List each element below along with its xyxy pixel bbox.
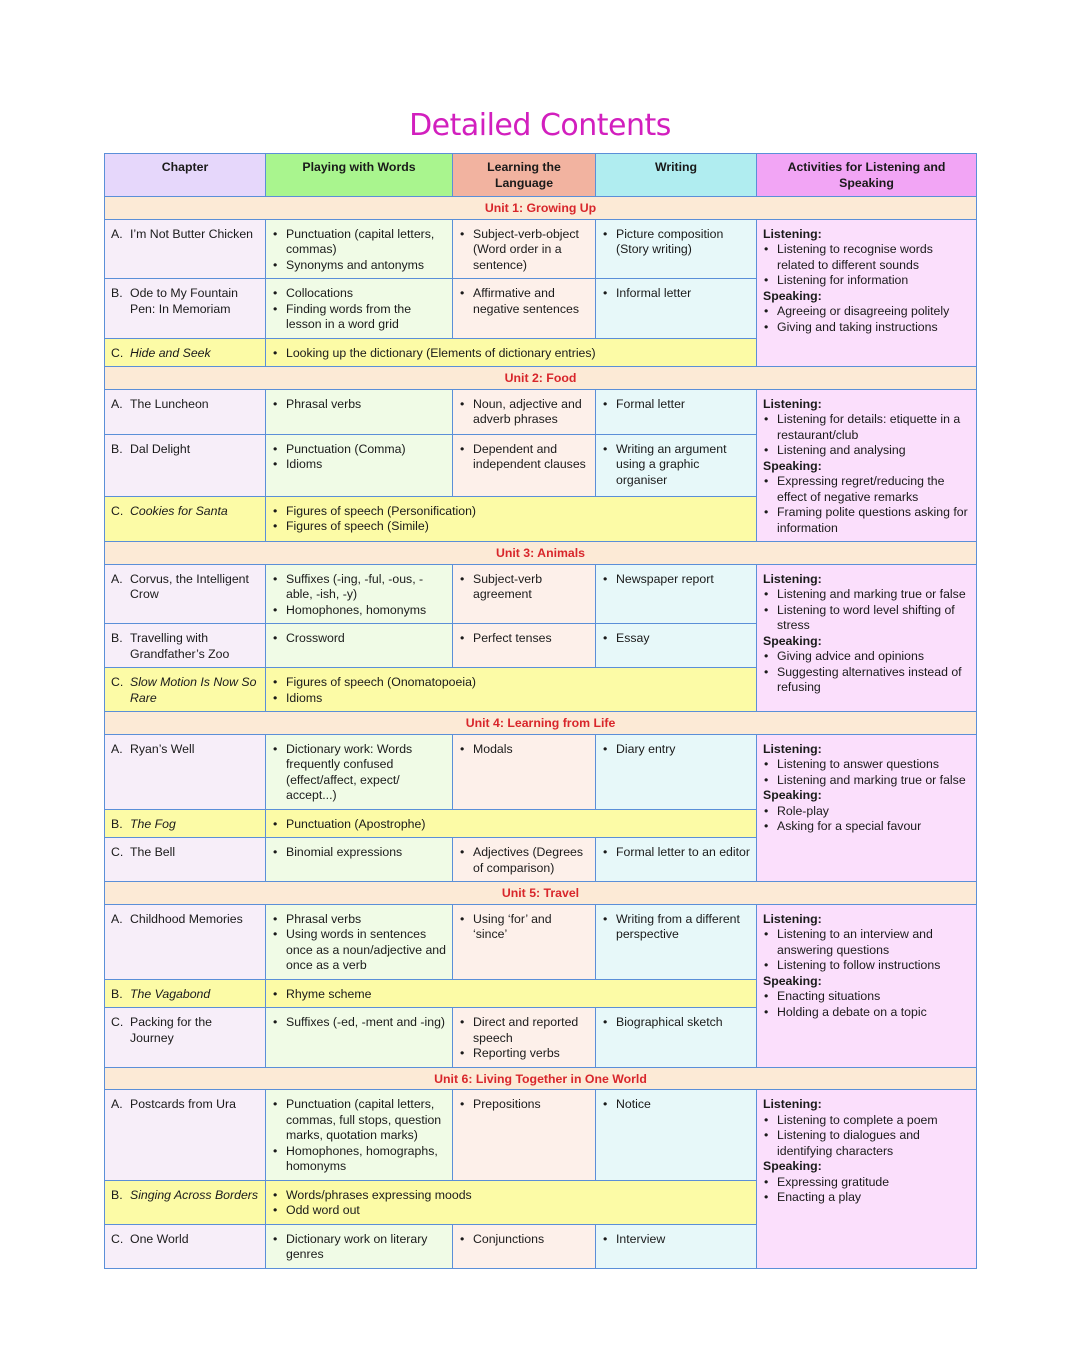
- unit-title: Unit 5: Travel: [105, 882, 977, 905]
- listening-list: [763, 587, 970, 634]
- list-item: • Expressing regret/reducing the effect of negative remarks: [763, 474, 970, 505]
- learning-the-language-cell: [453, 838, 596, 882]
- chapter-letter: C.: [111, 675, 124, 689]
- contents-table: [104, 153, 977, 1269]
- playing-with-words-list: [272, 442, 446, 473]
- speaking-label: Speaking:: [763, 458, 822, 473]
- list-item: • Essay: [602, 631, 750, 647]
- chapter-title: Ryan’s Well: [130, 741, 195, 756]
- list-item: • Listening for information: [763, 273, 970, 289]
- speaking-list: [763, 649, 970, 696]
- speaking-label: Speaking:: [763, 1159, 822, 1173]
- learning-the-language-list: [459, 572, 589, 603]
- playing-with-words-cell: [266, 564, 453, 624]
- learning-the-language-list: [459, 1015, 589, 1062]
- playing-with-words-list: [272, 987, 750, 1003]
- chapter-entry: [111, 442, 259, 458]
- list-item: • Looking up the dictionary (Elements of dictionary entries): [272, 346, 750, 362]
- writing-cell: [596, 734, 757, 809]
- chapter-cell: [105, 279, 266, 339]
- chapter-cell: [105, 496, 266, 542]
- playing-with-words-cell: [266, 434, 453, 496]
- playing-with-words-cell: [266, 1180, 757, 1224]
- list-item: • Homophones, homonyms: [272, 603, 446, 619]
- playing-with-words-cell: [266, 279, 453, 339]
- list-item: • Suffixes (-ing, -ful, -ous, -able, -ish, -y): [272, 572, 446, 603]
- chapter-title: Cookies for Santa: [130, 503, 228, 518]
- writing-list: [602, 397, 750, 413]
- writing-cell: [596, 434, 757, 496]
- chapter-entry: [111, 1188, 259, 1204]
- learning-the-language-list: [459, 1097, 589, 1113]
- unit-title: Unit 1: Growing Up: [105, 197, 977, 220]
- list-item: • Asking for a special favour: [763, 819, 970, 835]
- list-item: • Dependent and independent clauses: [459, 442, 589, 473]
- playing-with-words-cell: [266, 338, 757, 367]
- list-item: • Suggesting alternatives instead of refusing: [763, 665, 970, 696]
- listening-label: Listening:: [763, 396, 822, 411]
- list-item: • Holding a debate on a topic: [763, 1005, 970, 1021]
- chapter-entry: [111, 227, 259, 243]
- list-item: • Listening to dialogues and identifying characters: [763, 1128, 970, 1159]
- writing-cell: [596, 279, 757, 339]
- chapter-title: Postcards from Ura: [130, 1097, 236, 1111]
- chapter-entry: [111, 817, 259, 833]
- chapter-letter: B.: [111, 286, 123, 300]
- chapter-title: One World: [130, 1231, 189, 1246]
- chapter-title: Slow Motion Is Now So Rare: [130, 675, 257, 705]
- list-item: • Framing polite questions asking for information: [763, 505, 970, 536]
- chapter-entry: [111, 631, 259, 662]
- learning-the-language-cell: [453, 734, 596, 809]
- list-item: • Listening to recognise words related to different sounds: [763, 242, 970, 273]
- list-item: • Expressing gratitude: [763, 1175, 970, 1191]
- chapter-title: I’m Not Butter Chicken: [130, 226, 254, 241]
- chapter-title: The Vagabond: [130, 986, 211, 1001]
- learning-the-language-cell: [453, 624, 596, 668]
- chapter-entry: [111, 1232, 259, 1248]
- list-item: • Rhyme scheme: [272, 987, 750, 1003]
- chapter-entry: [111, 845, 259, 861]
- playing-with-words-cell: [266, 734, 453, 809]
- chapter-row: [105, 389, 977, 434]
- listening-label: Listening:: [763, 911, 822, 926]
- chapter-title: The Fog: [130, 816, 176, 831]
- writing-list: [602, 442, 750, 489]
- chapter-entry: [111, 397, 259, 413]
- chapter-entry: [111, 572, 259, 603]
- list-item: • Listening to complete a poem: [763, 1113, 970, 1129]
- writing-list: [602, 631, 750, 647]
- writing-list: [602, 912, 750, 943]
- list-item: • Enacting situations: [763, 989, 970, 1005]
- chapter-entry: [111, 286, 259, 317]
- writing-list: [602, 1015, 750, 1031]
- list-item: • Interview: [602, 1232, 750, 1248]
- writing-cell: [596, 1090, 757, 1181]
- unit-title: Unit 6: Living Together in One World: [105, 1067, 977, 1090]
- chapter-title: Ode to My Fountain Pen: In Memoriam: [130, 286, 238, 316]
- learning-the-language-cell: [453, 434, 596, 496]
- list-item: • Idioms: [272, 691, 750, 707]
- chapter-letter: C.: [111, 1231, 124, 1246]
- table-body: [105, 197, 977, 1269]
- activities-cell: [757, 389, 977, 542]
- page-title: Detailed Contents: [409, 108, 671, 143]
- learning-the-language-cell: [453, 389, 596, 434]
- chapter-cell: [105, 1090, 266, 1181]
- list-item: • Diary entry: [602, 742, 750, 758]
- learning-the-language-list: [459, 397, 589, 428]
- list-item: • Dictionary work on literary genres: [272, 1232, 446, 1263]
- playing-with-words-cell: [266, 904, 453, 979]
- learning-the-language-list: [459, 227, 589, 274]
- list-item: • Writing from a different perspective: [602, 912, 750, 943]
- chapter-cell: [105, 838, 266, 882]
- activities-cell: [757, 564, 977, 712]
- chapter-entry: [111, 675, 259, 706]
- writing-cell: [596, 838, 757, 882]
- activities-cell: [757, 219, 977, 367]
- unit-row: [105, 542, 977, 565]
- chapter-cell: [105, 624, 266, 668]
- list-item: • Listening and marking true or false: [763, 587, 970, 603]
- chapter-cell: [105, 219, 266, 279]
- playing-with-words-list: [272, 572, 446, 619]
- list-item: • Affirmative and negative sentences: [459, 286, 589, 317]
- playing-with-words-list: [272, 817, 750, 833]
- header-chapter: Chapter: [105, 154, 266, 197]
- chapter-title: Travelling with Grandfather’s Zoo: [130, 631, 230, 661]
- playing-with-words-list: [272, 1188, 750, 1219]
- list-item: • Listening for details: etiquette in a restaurant/club: [763, 412, 970, 443]
- chapter-entry: [111, 504, 259, 520]
- list-item: • Subject-verb agreement: [459, 572, 589, 603]
- writing-list: [602, 572, 750, 588]
- list-item: • Listening to answer questions: [763, 757, 970, 773]
- listening-label: Listening:: [763, 226, 822, 241]
- playing-with-words-cell: [266, 1224, 453, 1268]
- chapter-cell: [105, 904, 266, 979]
- playing-with-words-cell: [266, 219, 453, 279]
- unit-row: [105, 197, 977, 220]
- playing-with-words-list: [272, 845, 446, 861]
- list-item: • Binomial expressions: [272, 845, 446, 861]
- playing-with-words-list: [272, 631, 446, 647]
- playing-with-words-list: [272, 504, 750, 535]
- list-item: • Writing an argument using a graphic organiser: [602, 442, 750, 489]
- playing-with-words-list: [272, 397, 446, 413]
- playing-with-words-list: [272, 912, 446, 974]
- list-item: • Modals: [459, 742, 589, 758]
- header-writing: Writing: [596, 154, 757, 197]
- writing-list: [602, 1232, 750, 1248]
- writing-list: [602, 742, 750, 758]
- list-item: • Direct and reported speech: [459, 1015, 589, 1046]
- listening-label: Listening:: [763, 741, 822, 756]
- list-item: • Reporting verbs: [459, 1046, 589, 1062]
- list-item: • Listening to follow instructions: [763, 958, 970, 974]
- learning-the-language-list: [459, 442, 589, 473]
- playing-with-words-cell: [266, 496, 757, 542]
- chapter-letter: A.: [111, 571, 123, 586]
- speaking-list: [763, 804, 970, 835]
- learning-the-language-cell: [453, 1090, 596, 1181]
- list-item: • Listening and analysing: [763, 443, 970, 459]
- list-item: • Newspaper report: [602, 572, 750, 588]
- learning-the-language-list: [459, 631, 589, 647]
- list-item: • Using ‘for’ and ‘since’: [459, 912, 589, 943]
- playing-with-words-list: [272, 742, 446, 804]
- list-item: • Collocations: [272, 286, 446, 302]
- playing-with-words-cell: [266, 979, 757, 1008]
- listening-list: [763, 757, 970, 788]
- speaking-label: Speaking:: [763, 288, 822, 303]
- list-item: • Agreeing or disagreeing politely: [763, 304, 970, 320]
- list-item: • Using words in sentences once as a noun/adjective and once as a verb: [272, 927, 446, 974]
- header-learning-the-language: Learning the Language: [453, 154, 596, 197]
- writing-cell: [596, 564, 757, 624]
- listening-list: [763, 1113, 970, 1160]
- listening-list: [763, 412, 970, 459]
- list-item: • Dictionary work: Words frequently confused (effect/affect, expect/ accept...): [272, 742, 446, 804]
- playing-with-words-cell: [266, 668, 757, 712]
- writing-cell: [596, 624, 757, 668]
- chapter-row: [105, 734, 977, 809]
- list-item: • Giving and taking instructions: [763, 320, 970, 336]
- unit-row: [105, 1067, 977, 1090]
- playing-with-words-list: [272, 227, 446, 274]
- list-item: • Crossword: [272, 631, 446, 647]
- chapter-letter: A.: [111, 741, 123, 756]
- chapter-letter: C.: [111, 845, 124, 859]
- playing-with-words-list: [272, 286, 446, 333]
- learning-the-language-list: [459, 845, 589, 876]
- header-activities: Activities for Listening and Speaking: [757, 154, 977, 197]
- unit-row: [105, 882, 977, 905]
- playing-with-words-cell: [266, 838, 453, 882]
- learning-the-language-list: [459, 912, 589, 943]
- list-item: • Suffixes (-ed, -ment and -ing): [272, 1015, 446, 1031]
- list-item: • Figures of speech (Simile): [272, 519, 750, 535]
- learning-the-language-cell: [453, 279, 596, 339]
- writing-list: [602, 845, 750, 861]
- chapter-cell: [105, 434, 266, 496]
- chapter-title: Corvus, the Intelligent Crow: [130, 571, 249, 601]
- learning-the-language-cell: [453, 1008, 596, 1068]
- list-item: • Notice: [602, 1097, 750, 1113]
- speaking-label: Speaking:: [763, 788, 822, 802]
- speaking-list: [763, 304, 970, 335]
- playing-with-words-cell: [266, 389, 453, 434]
- chapter-row: [105, 219, 977, 279]
- list-item: • Picture composition (Story writing): [602, 227, 750, 258]
- chapter-letter: C.: [111, 503, 124, 518]
- list-item: • Finding words from the lesson in a word grid: [272, 302, 446, 333]
- list-item: • Role-play: [763, 804, 970, 820]
- list-item: • Words/phrases expressing moods: [272, 1188, 750, 1204]
- learning-the-language-list: [459, 1232, 589, 1248]
- chapter-cell: [105, 734, 266, 809]
- chapter-title: Dal Delight: [130, 441, 191, 456]
- activities-cell: [757, 1090, 977, 1269]
- list-item: • Prepositions: [459, 1097, 589, 1113]
- chapter-letter: B.: [111, 1187, 123, 1202]
- learning-the-language-list: [459, 286, 589, 317]
- playing-with-words-cell: [266, 624, 453, 668]
- listening-list: [763, 927, 970, 974]
- chapter-title: Hide and Seek: [130, 345, 211, 360]
- learning-the-language-list: [459, 742, 589, 758]
- chapter-entry: [111, 1097, 259, 1113]
- list-item: • Giving advice and opinions: [763, 649, 970, 665]
- unit-title: Unit 3: Animals: [105, 542, 977, 565]
- chapter-cell: [105, 668, 266, 712]
- speaking-list: [763, 1175, 970, 1206]
- chapter-letter: B.: [111, 631, 123, 645]
- learning-the-language-cell: [453, 564, 596, 624]
- speaking-label: Speaking:: [763, 973, 822, 988]
- writing-list: [602, 227, 750, 258]
- writing-cell: [596, 389, 757, 434]
- list-item: • Punctuation (capital letters, commas, full stops, question marks, quotation marks): [272, 1097, 446, 1144]
- chapter-row: [105, 904, 977, 979]
- chapter-title: The Bell: [130, 845, 176, 859]
- list-item: • Homophones, homographs, homonyms: [272, 1144, 446, 1175]
- listening-list: [763, 242, 970, 289]
- unit-row: [105, 367, 977, 390]
- learning-the-language-cell: [453, 1224, 596, 1268]
- listening-label: Listening:: [763, 1097, 822, 1111]
- list-item: • Phrasal verbs: [272, 912, 446, 928]
- chapter-letter: A.: [111, 396, 123, 411]
- playing-with-words-cell: [266, 1090, 453, 1181]
- unit-row: [105, 712, 977, 735]
- chapter-row: [105, 564, 977, 624]
- playing-with-words-list: [272, 675, 750, 706]
- chapter-letter: B.: [111, 441, 123, 456]
- chapter-entry: [111, 742, 259, 758]
- chapter-cell: [105, 1180, 266, 1224]
- chapter-cell: [105, 389, 266, 434]
- list-item: • Noun, adjective and adverb phrases: [459, 397, 589, 428]
- chapter-entry: [111, 1015, 259, 1046]
- learning-the-language-cell: [453, 904, 596, 979]
- list-item: • Subject-verb-object (Word order in a sentence): [459, 227, 589, 274]
- list-item: • Idioms: [272, 457, 446, 473]
- header-playing-with-words: Playing with Words: [266, 154, 453, 197]
- writing-cell: [596, 219, 757, 279]
- speaking-list: [763, 989, 970, 1020]
- playing-with-words-list: [272, 346, 750, 362]
- activities-cell: [757, 904, 977, 1067]
- learning-the-language-cell: [453, 219, 596, 279]
- chapter-title: The Luncheon: [130, 396, 209, 411]
- list-item: • Odd word out: [272, 1203, 750, 1219]
- playing-with-words-list: [272, 1097, 446, 1175]
- chapter-letter: C.: [111, 1015, 124, 1029]
- chapter-cell: [105, 338, 266, 367]
- chapter-entry: [111, 346, 259, 362]
- chapter-title: Childhood Memories: [130, 911, 243, 926]
- list-item: • Conjunctions: [459, 1232, 589, 1248]
- header-row: [105, 154, 977, 197]
- playing-with-words-cell: [266, 1008, 453, 1068]
- listening-label: Listening:: [763, 571, 822, 586]
- chapter-letter: A.: [111, 226, 123, 241]
- list-item: • Formal letter to an editor: [602, 845, 750, 861]
- chapter-cell: [105, 1224, 266, 1268]
- activities-cell: [757, 734, 977, 882]
- chapter-row: [105, 1090, 977, 1181]
- list-item: • Phrasal verbs: [272, 397, 446, 413]
- list-item: • Biographical sketch: [602, 1015, 750, 1031]
- playing-with-words-list: [272, 1232, 446, 1263]
- list-item: • Enacting a play: [763, 1190, 970, 1206]
- list-item: • Figures of speech (Onomatopoeia): [272, 675, 750, 691]
- chapter-title: Packing for the Journey: [130, 1015, 213, 1045]
- chapter-letter: A.: [111, 1097, 123, 1111]
- writing-list: [602, 1097, 750, 1113]
- list-item: • Punctuation (Comma): [272, 442, 446, 458]
- chapter-letter: C.: [111, 345, 124, 360]
- chapter-letter: A.: [111, 911, 123, 926]
- speaking-list: [763, 474, 970, 536]
- playing-with-words-cell: [266, 809, 757, 838]
- writing-cell: [596, 1008, 757, 1068]
- writing-cell: [596, 1224, 757, 1268]
- chapter-letter: B.: [111, 816, 123, 831]
- unit-title: Unit 4: Learning from Life: [105, 712, 977, 735]
- chapter-entry: [111, 912, 259, 928]
- chapter-cell: [105, 979, 266, 1008]
- list-item: • Listening and marking true or false: [763, 773, 970, 789]
- writing-cell: [596, 904, 757, 979]
- chapter-letter: B.: [111, 986, 123, 1001]
- writing-list: [602, 286, 750, 302]
- chapter-cell: [105, 809, 266, 838]
- chapter-cell: [105, 564, 266, 624]
- list-item: • Figures of speech (Personification): [272, 504, 750, 520]
- list-item: • Formal letter: [602, 397, 750, 413]
- list-item: • Informal letter: [602, 286, 750, 302]
- chapter-entry: [111, 987, 259, 1003]
- speaking-label: Speaking:: [763, 633, 822, 648]
- list-item: • Punctuation (Apostrophe): [272, 817, 750, 833]
- list-item: • Listening to an interview and answering questions: [763, 927, 970, 958]
- playing-with-words-list: [272, 1015, 446, 1031]
- chapter-cell: [105, 1008, 266, 1068]
- list-item: • Perfect tenses: [459, 631, 589, 647]
- unit-title: Unit 2: Food: [105, 367, 977, 390]
- chapter-title: Singing Across Borders: [130, 1187, 259, 1202]
- list-item: • Punctuation (capital letters, commas): [272, 227, 446, 258]
- list-item: • Synonyms and antonyms: [272, 258, 446, 274]
- list-item: • Adjectives (Degrees of comparison): [459, 845, 589, 876]
- list-item: • Listening to word level shifting of stress: [763, 603, 970, 634]
